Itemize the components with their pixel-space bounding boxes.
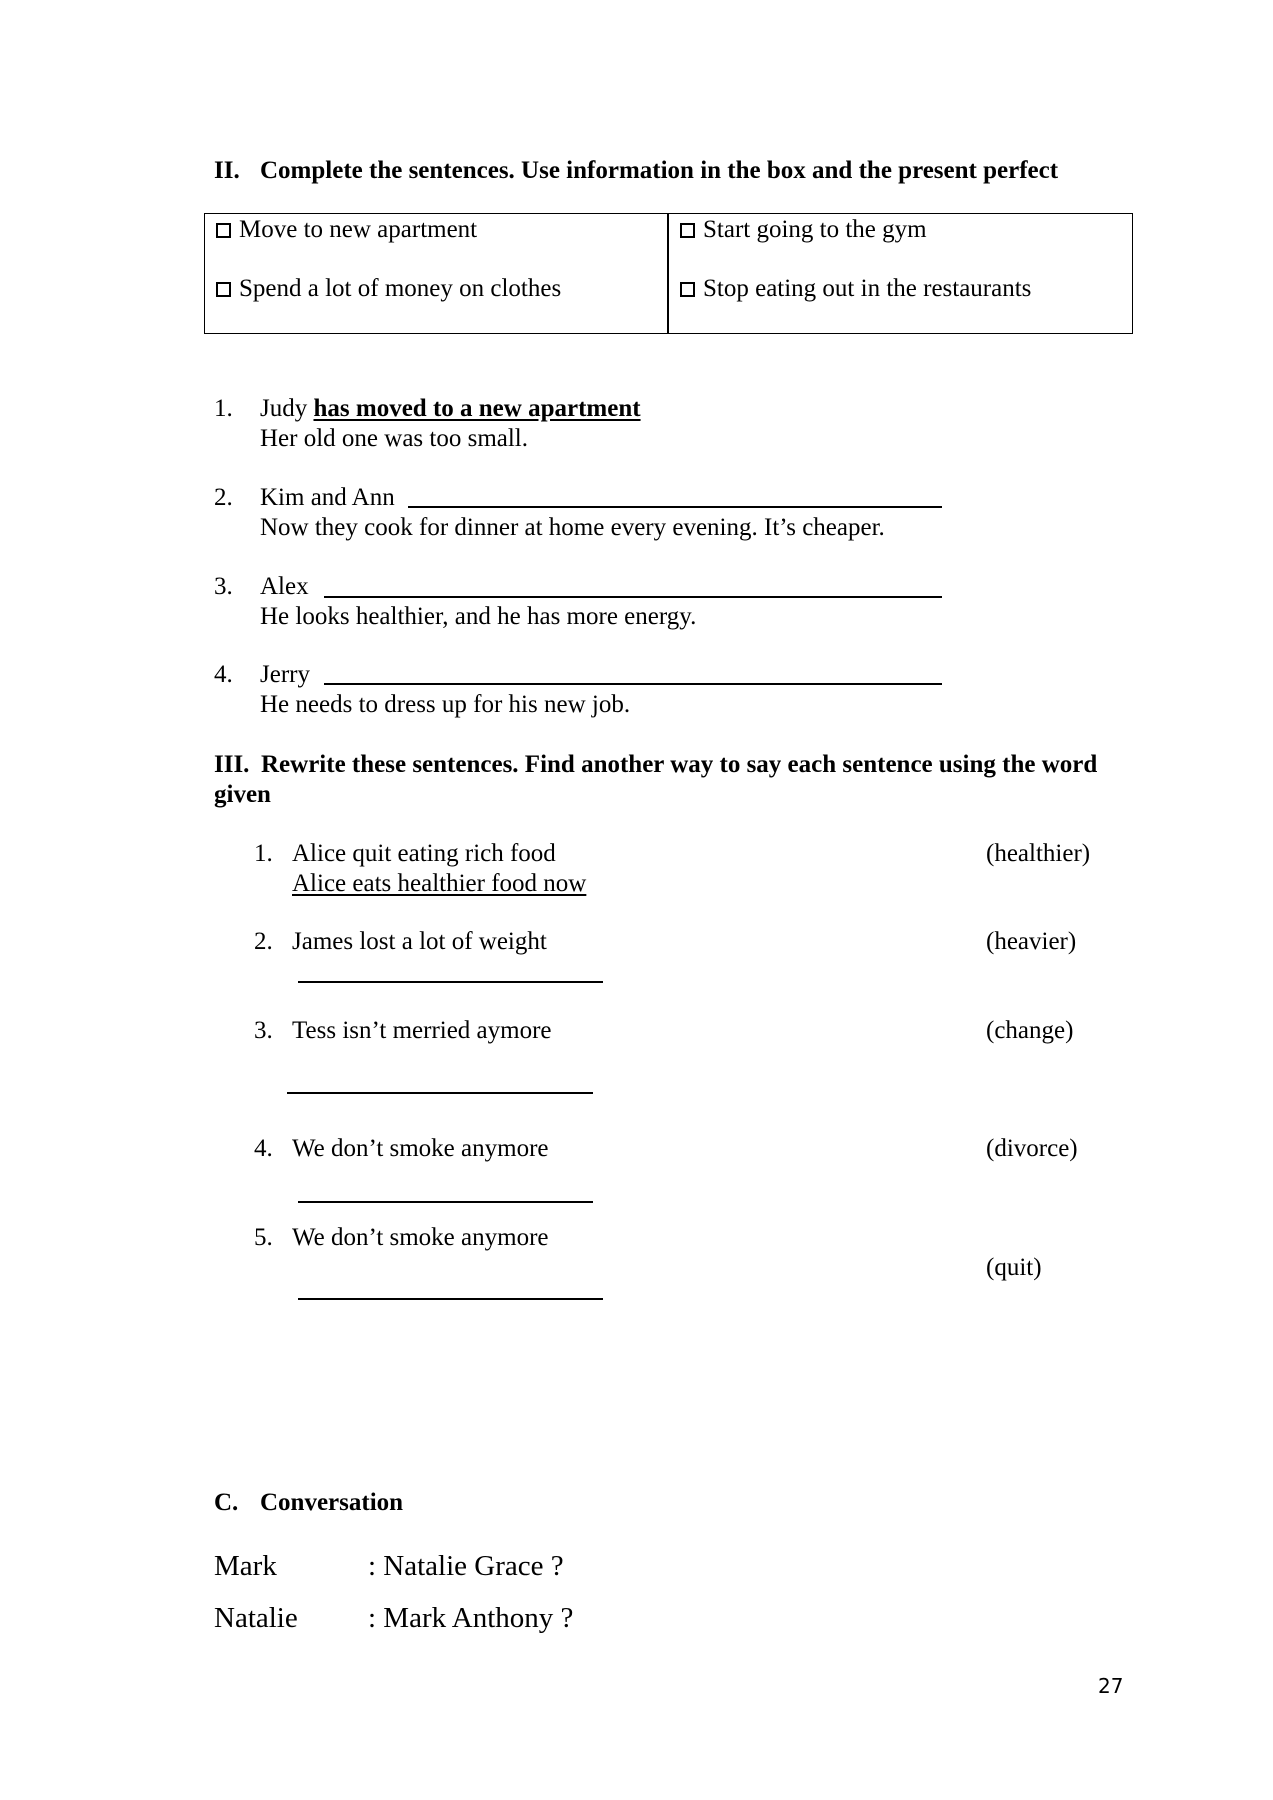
box-option: Stop eating out in the restaurants bbox=[680, 274, 1031, 304]
box-option: Move to new apartment bbox=[216, 215, 477, 245]
item-sentence: Judy has moved to a new apartment bbox=[260, 395, 641, 422]
answer-blank[interactable] bbox=[287, 1092, 593, 1094]
item-number: 2. bbox=[254, 928, 273, 955]
item-number: 5. bbox=[254, 1224, 273, 1251]
checkbox-icon bbox=[680, 223, 695, 238]
item-sentence: Alice quit eating rich food bbox=[292, 840, 556, 867]
item-sentence: We don’t smoke anymore bbox=[292, 1224, 549, 1251]
item-sentence: Tess isn’t merried aymore bbox=[292, 1017, 552, 1044]
item-followup: Her old one was too small. bbox=[260, 425, 529, 452]
section-c-title: Conversation bbox=[260, 1489, 404, 1516]
box-option: Start going to the gym bbox=[680, 215, 927, 245]
section-3-title-cont: given bbox=[214, 781, 271, 808]
conversation-line: : Mark Anthony ? bbox=[368, 1602, 574, 1634]
page-number: 27 bbox=[1098, 1674, 1124, 1698]
item-subject: Alex bbox=[260, 573, 309, 600]
box-option: Spend a lot of money on clothes bbox=[216, 274, 561, 304]
item-number: 1. bbox=[214, 395, 233, 422]
conversation-speaker: Natalie bbox=[214, 1602, 298, 1634]
item-number: 3. bbox=[214, 573, 233, 600]
section-2-numeral: II. bbox=[214, 157, 240, 184]
answer-blank[interactable] bbox=[408, 506, 942, 508]
example-answer: has moved to a new apartment bbox=[313, 395, 641, 422]
conversation-line: : Natalie Grace ? bbox=[368, 1550, 564, 1582]
item-number: 4. bbox=[214, 661, 233, 688]
item-followup: Now they cook for dinner at home every evening. It’s cheaper. bbox=[260, 514, 885, 541]
answer-blank[interactable] bbox=[298, 1298, 603, 1300]
example-answer: Alice eats healthier food now bbox=[292, 870, 587, 897]
checkbox-icon bbox=[680, 282, 695, 297]
word-given: (divorce) bbox=[986, 1135, 1078, 1162]
checkbox-icon bbox=[216, 282, 231, 297]
answer-blank[interactable] bbox=[324, 683, 942, 685]
item-subject: Kim and Ann bbox=[260, 484, 395, 511]
word-given: (heavier) bbox=[986, 928, 1077, 955]
item-sentence: We don’t smoke anymore bbox=[292, 1135, 549, 1162]
item-followup: He looks healthier, and he has more energy. bbox=[260, 603, 697, 630]
item-sentence: James lost a lot of weight bbox=[292, 928, 547, 955]
section-c-letter: C. bbox=[214, 1489, 239, 1516]
item-number: 1. bbox=[254, 840, 273, 867]
item-number: 4. bbox=[254, 1135, 273, 1162]
section-3-numeral: III. bbox=[214, 751, 250, 778]
answer-blank[interactable] bbox=[324, 596, 942, 598]
word-given: (quit) bbox=[986, 1254, 1042, 1281]
word-box-divider bbox=[667, 213, 669, 334]
conversation-speaker: Mark bbox=[214, 1550, 277, 1582]
answer-blank[interactable] bbox=[298, 1201, 593, 1203]
word-given: (healthier) bbox=[986, 840, 1091, 867]
word-given: (change) bbox=[986, 1017, 1074, 1044]
section-2-title: Complete the sentences. Use information in the box and the present perfect bbox=[260, 157, 1059, 184]
item-number: 2. bbox=[214, 484, 233, 511]
section-3-title: Rewrite these sentences. Find another way to say each sentence using the word bbox=[261, 751, 1098, 778]
item-subject: Jerry bbox=[260, 661, 310, 688]
checkbox-icon bbox=[216, 223, 231, 238]
answer-blank[interactable] bbox=[298, 981, 603, 983]
item-number: 3. bbox=[254, 1017, 273, 1044]
item-followup: He needs to dress up for his new job. bbox=[260, 691, 631, 718]
